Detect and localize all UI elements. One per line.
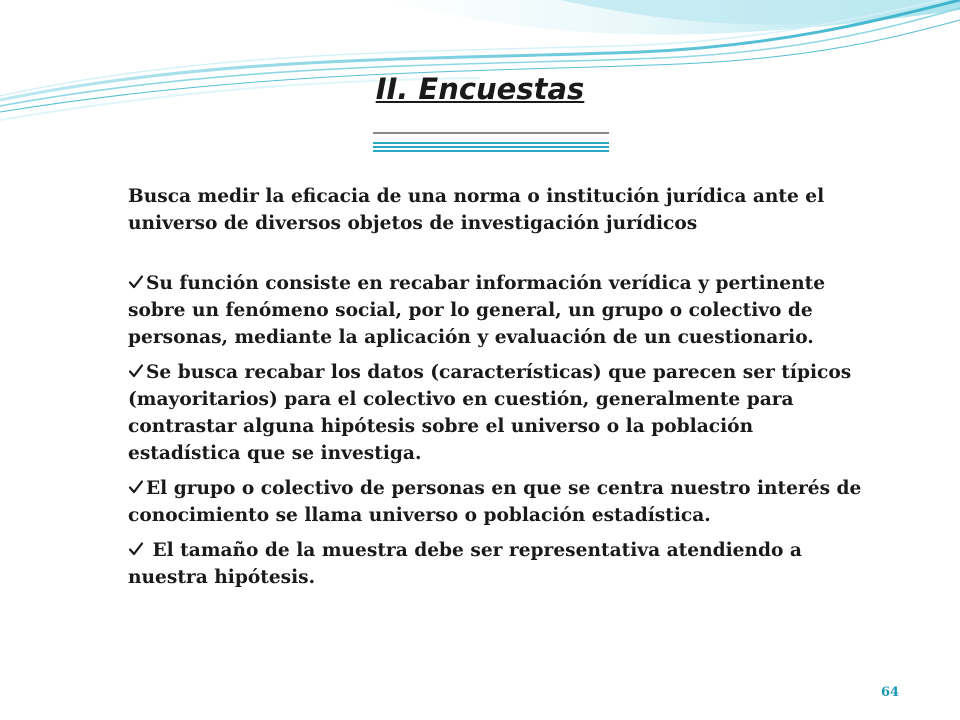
bullet-text: Su función consiste en recabar información verídica y pertinente sobre un fenómeno social, por lo general, un grupo o colectivo de personas, mediante la aplicación y evaluación de un cuestionario.	[128, 273, 826, 348]
intro-paragraph: Busca medir la eficacia de una norma o institución jurídica ante el universo de diversos objetos de investigación jurídicos	[128, 186, 825, 234]
bullet-item	[128, 537, 868, 591]
wave-header-decoration	[0, 0, 960, 130]
slide-title: II. Encuestas	[375, 72, 585, 106]
page-number: 64	[880, 685, 900, 700]
checkmark-icon	[128, 541, 144, 557]
checkmark-icon	[128, 274, 144, 290]
checkmark-icon	[128, 363, 144, 379]
bullet-text: El grupo o colectivo de personas en que se centra nuestro interés de conocimiento se llama universo o población estadística.	[128, 478, 862, 526]
bullet-item	[128, 270, 868, 351]
title-divider	[373, 130, 609, 154]
bullet-text: Se busca recabar los datos (características) que parecen ser típicos (mayoritarios) para el colectivo en cuestión, generalmente para contrastar alguna hipótesis sobre el universo o la población estadística que se investiga.	[128, 362, 852, 464]
bullet-item	[128, 475, 868, 529]
bullet-item	[128, 359, 868, 467]
slide-body	[128, 183, 868, 599]
checkmark-icon	[128, 479, 144, 495]
bullet-text: El tamaño de la muestra debe ser representativa atendiendo a nuestra hipótesis.	[128, 540, 802, 588]
